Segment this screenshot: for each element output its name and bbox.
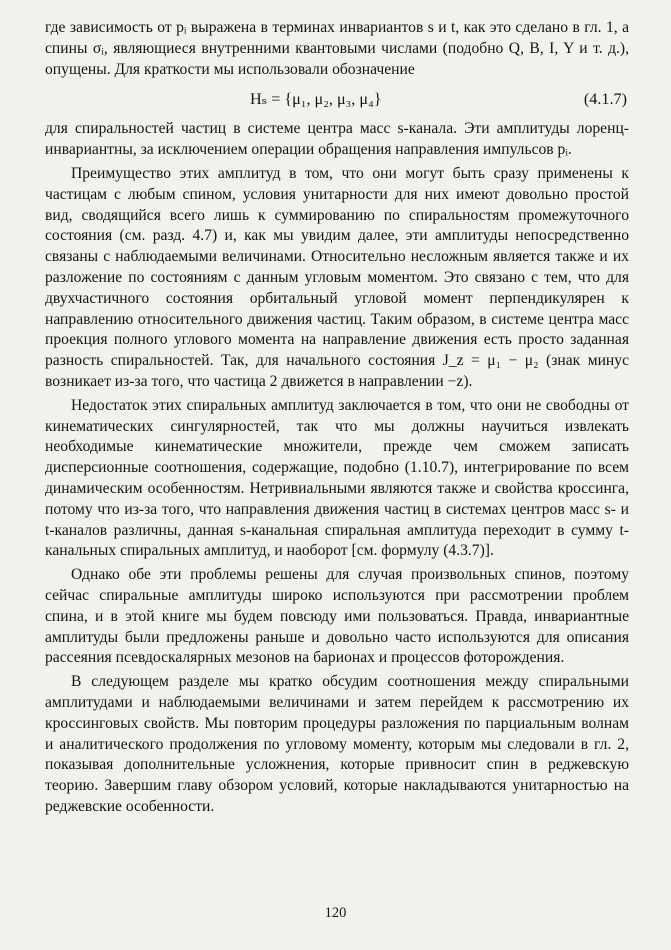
equation-number: (4.1.7) bbox=[583, 90, 627, 109]
paragraph-6: В следующем разделе мы кратко обсудим соотношения между спиральными амплитудами и наблюдаемыми величинами и затем перейдем к рассмотрению их кроссинговых свойств. Мы повторим процедуры разложения по парциальным волнам и аналитического продолжения по угловому моменту, которым мы следовали в гл. 2, показывая дополнительные усложнения, которые привносит спин в реджевскую теорию. Завершим главу обзором условий, которые накладываются унитарностью на реджевские особенности. bbox=[45, 673, 629, 815]
page-text bbox=[45, 18, 629, 821]
paragraph-1: где зависимость от pᵢ выражена в терминах инвариантов s и t, как это сделано в гл. 1, а спины σᵢ, являющиеся внутренними квантовыми числами (подобно Q, B, I, Y и т. д.), опущены. Для краткости мы использовали обозначение bbox=[45, 19, 629, 78]
equation-4-1-7 bbox=[45, 84, 629, 115]
equation-expression: Hₛ = {μ₁, μ₂, μ₃, μ₄} bbox=[250, 90, 382, 109]
paragraph-5: Однако обе эти проблемы решены для случая произвольных спинов, поэтому сейчас спиральные амплитуды широко используются при рассмотрении проблем спина, и в этой книге мы будем повсюду ими пользоваться. Правда, инвариантные амплитуды были предложены раньше и довольно часто используются для описания рассеяния псевдоскалярных мезонов на барионах и процессов фоторождения. bbox=[45, 566, 629, 667]
paragraph-2: для спиральностей частиц в системе центра масс s-канала. Эти амплитуды лоренц-инвариантны, за исключением операции обращения направления импульсов pᵢ. bbox=[45, 120, 629, 159]
paragraph-4: Недостаток этих спиральных амплитуд заключается в том, что они не свободны от кинематических сингулярностей, так что мы должны научиться извлекать необходимые кинематические множители, прежде чем сможем записать дисперсионные соотношения, содержащие, подобно (1.10.7), интегрирование по всем динамическим особенностям. Нетривиальными являются также и свойства кроссинга, потому что из-за того, что направления движения частиц в системах центров масс s- и t-каналов различны, данная s-канальная спиральная амплитуда переходит в сумму t-канальных спиральных амплитуд, и наоборот [см. формулу (4.3.7)]. bbox=[45, 396, 629, 560]
paragraph-3: Преимущество этих амплитуд в том, что они могут быть сразу применены к частицам с любым спином, условия унитарности для них имеют довольно простой вид, сводящийся всего лишь к суммированию по спиральностям промежуточного состояния (см. разд. 4.7) и, как мы увидим далее, эти амплитуды непосредственно связаны с наблюдаемыми величинами. Относительно несложным является также и их разложение по состояниям с данным угловым моментом. Это связано с тем, что для двухчастичного состояния орбитальный угловой момент перпендикулярен к направлению относительного движения частиц. Таким образом, в системе центра масс проекция полного углового момента на направление движения есть просто заданная разность спиральностей. Так, для начального состояния J_z = μ₁ − μ₂ (знак минус возникает из-за того, что частица 2 движется в направлении −z). bbox=[45, 164, 629, 390]
page-number: 120 bbox=[324, 905, 347, 921]
